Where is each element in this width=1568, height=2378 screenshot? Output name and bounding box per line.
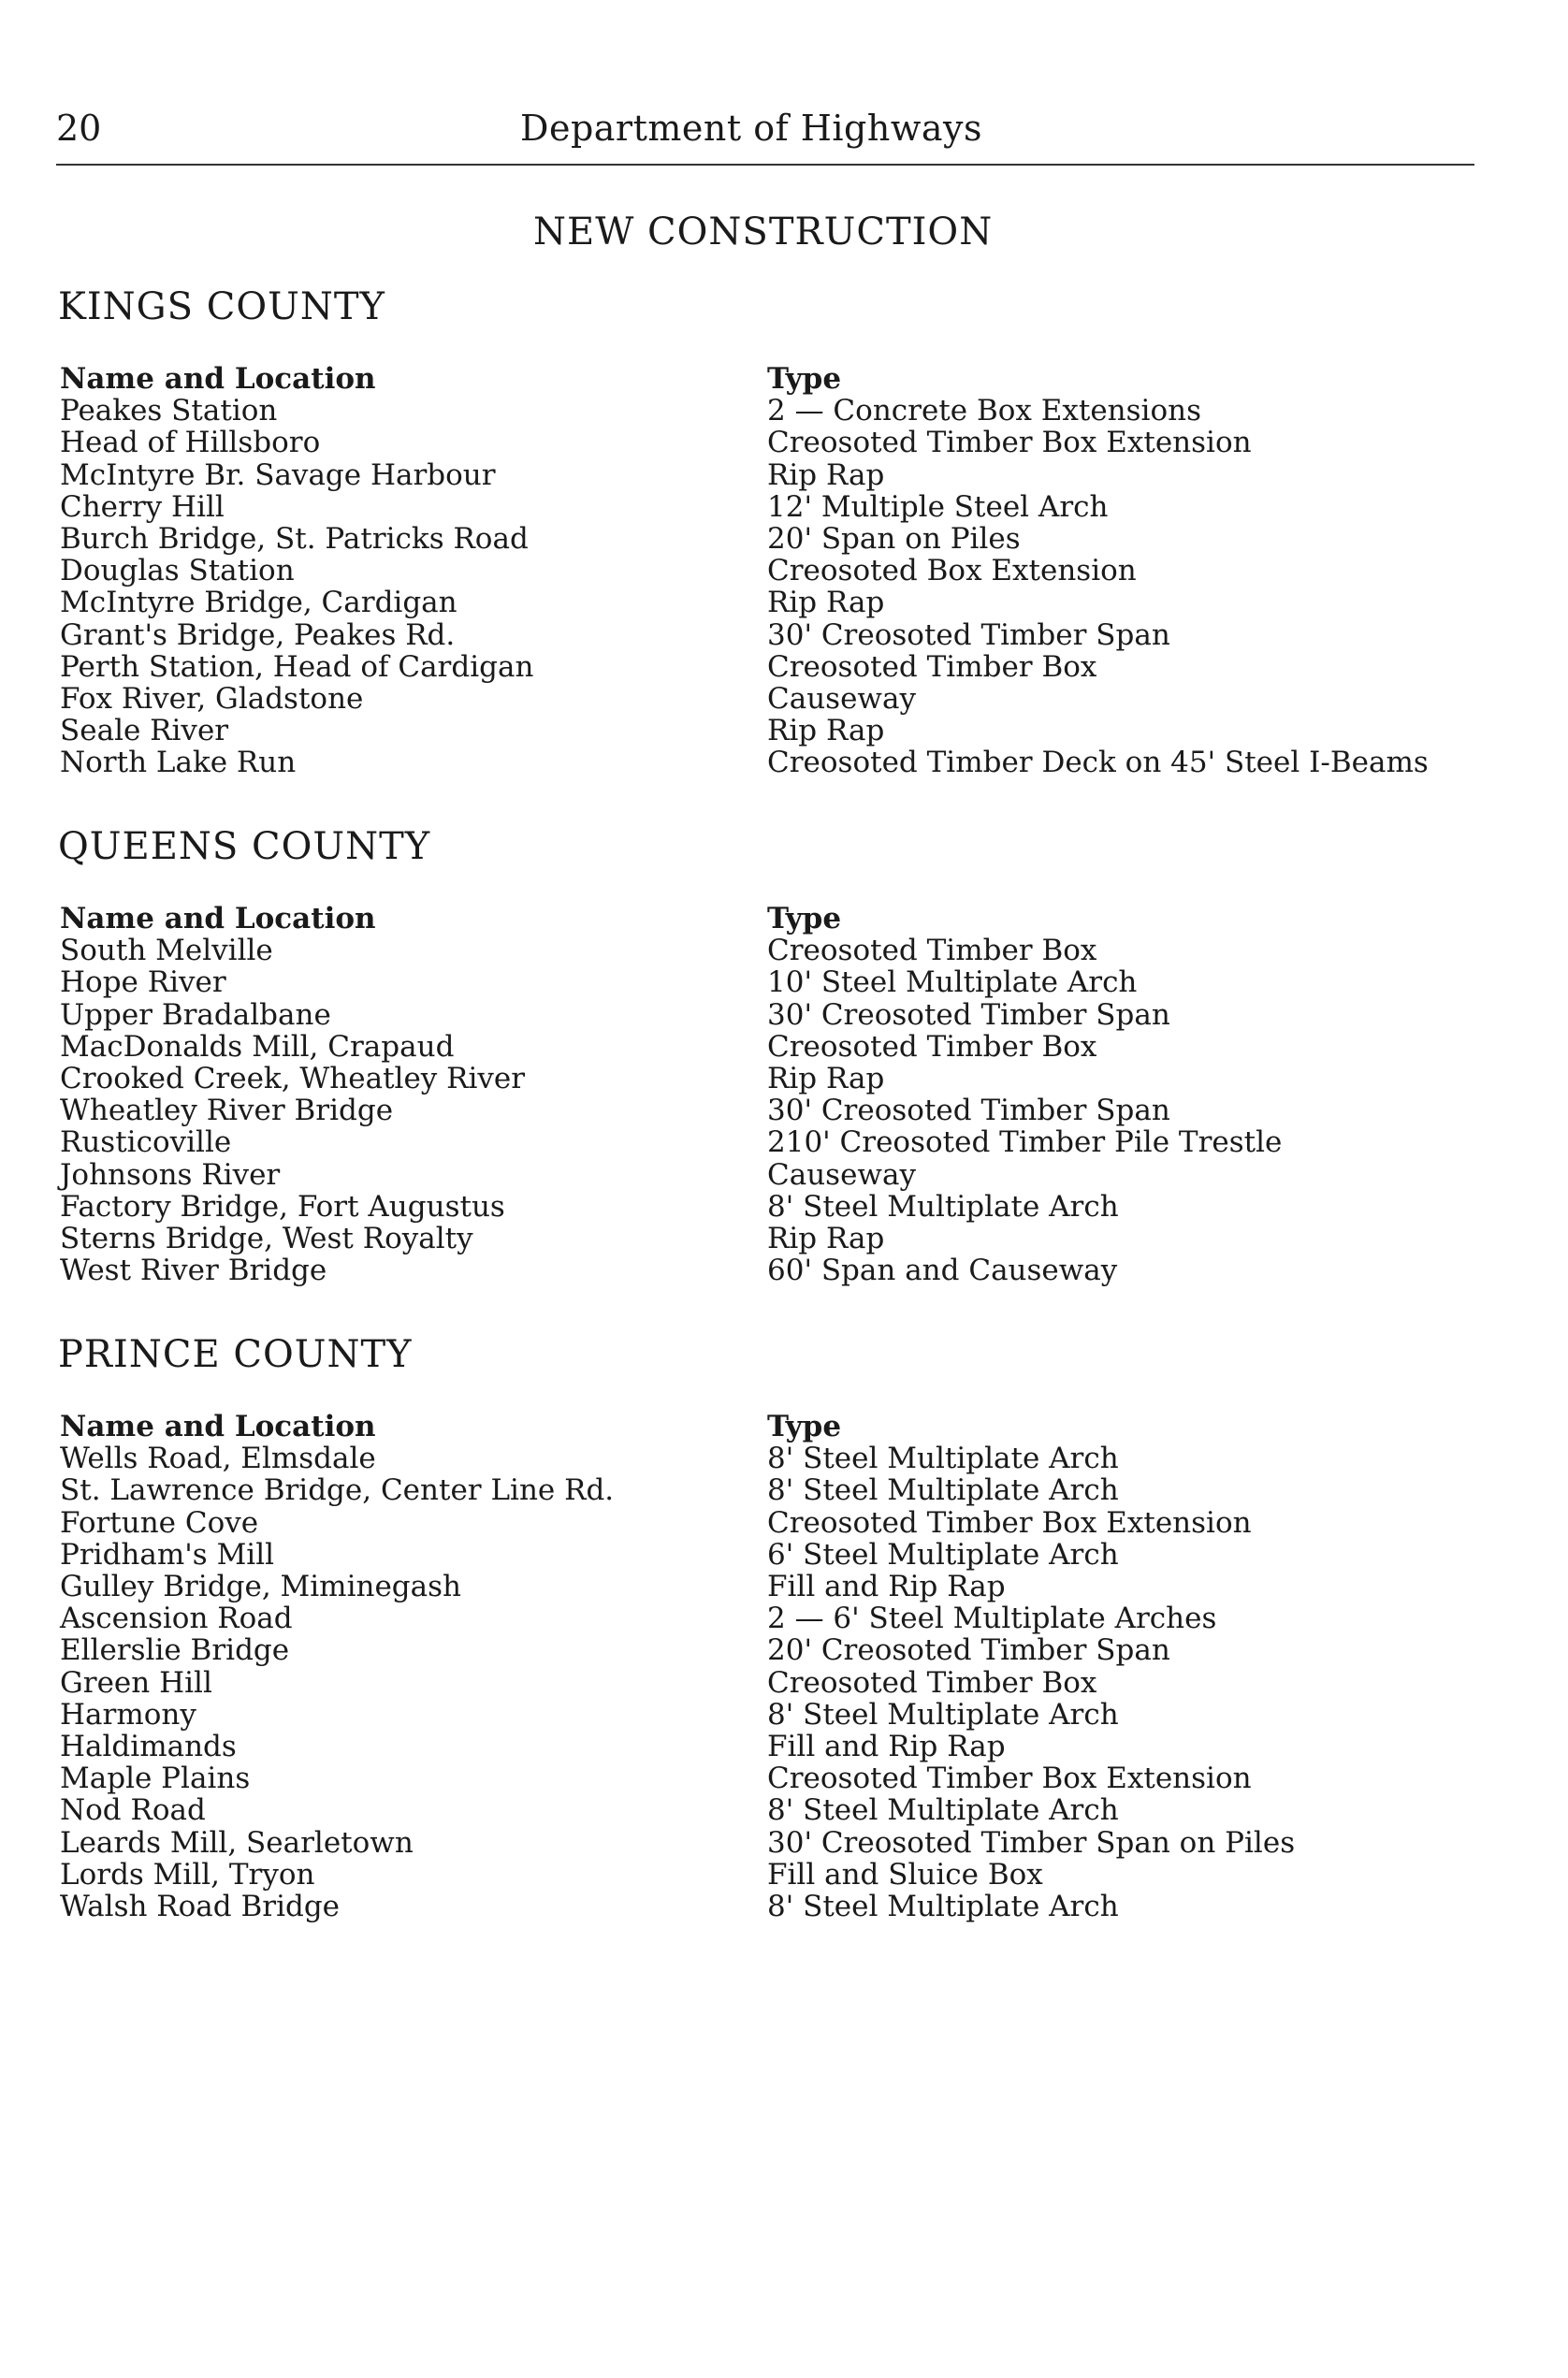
structure-location: Burch Bridge, St. Patricks Road	[60, 522, 529, 557]
county-heading: PRINCE COUNTY	[58, 1333, 413, 1376]
structure-location: Upper Bradalbane	[60, 997, 331, 1032]
structure-type: 8' Steel Multiplate Arch	[767, 1189, 1119, 1224]
structure-type: 8' Steel Multiplate Arch	[767, 1442, 1119, 1476]
structure-location: Leards Mill, Searletown	[60, 1825, 414, 1860]
structure-location: McIntyre Br. Savage Harbour	[60, 457, 496, 492]
structure-type: Rip Rap	[767, 714, 885, 748]
structure-type: Creosoted Timber Box	[767, 649, 1097, 684]
structure-location: Harmony	[60, 1697, 196, 1732]
structure-location: Wheatley River Bridge	[60, 1094, 394, 1128]
structure-location: Wells Road, Elmsdale	[60, 1442, 376, 1476]
structure-type: 8' Steel Multiplate Arch	[767, 1473, 1119, 1508]
name-column	[60, 903, 525, 1286]
structure-type: 10' Steel Multiplate Arch	[767, 965, 1138, 1000]
type-column	[767, 903, 1282, 1286]
name-column-header: Name and Location	[60, 902, 376, 935]
county-heading: QUEENS COUNTY	[58, 825, 431, 868]
structure-location: Perth Station, Head of Cardigan	[60, 649, 534, 684]
structure-location: West River Bridge	[60, 1254, 327, 1288]
structure-type: 30' Creosoted Timber Span	[767, 1094, 1170, 1128]
structure-type: Creosoted Timber Deck on 45' Steel I-Beams	[767, 746, 1429, 780]
structure-type: Rip Rap	[767, 1062, 885, 1096]
structure-type: 30' Creosoted Timber Span	[767, 997, 1170, 1032]
structure-type: Rip Rap	[767, 1222, 885, 1256]
structure-location: North Lake Run	[60, 746, 297, 780]
structure-type: Creosoted Timber Box	[767, 1029, 1097, 1064]
structure-location: Seale River	[60, 714, 229, 748]
structure-type: Creosoted Timber Box	[767, 1665, 1097, 1700]
structure-location: Grant's Bridge, Peakes Rd.	[60, 617, 456, 652]
structure-location: MacDonalds Mill, Crapaud	[60, 1029, 455, 1064]
structure-type: 20' Span on Piles	[767, 522, 1021, 557]
type-column-header: Type	[767, 362, 842, 396]
structure-location: Factory Bridge, Fort Augustus	[60, 1189, 505, 1224]
structure-type: 2 — 6' Steel Multiplate Arches	[767, 1602, 1217, 1636]
structure-location: Nod Road	[60, 1793, 206, 1828]
structure-type: Fill and Rip Rap	[767, 1730, 1006, 1764]
structure-type: 8' Steel Multiplate Arch	[767, 1793, 1119, 1828]
running-title: Department of Highways	[520, 108, 982, 149]
page-number: 20	[56, 108, 102, 149]
structure-location: South Melville	[60, 934, 273, 968]
type-column-header: Type	[767, 1410, 842, 1443]
structure-location: Ellerslie Bridge	[60, 1633, 290, 1668]
structure-location: Fox River, Gladstone	[60, 682, 364, 717]
structure-location: Crooked Creek, Wheatley River	[60, 1062, 526, 1096]
structure-location: Gulley Bridge, Miminegash	[60, 1570, 462, 1604]
structure-location: St. Lawrence Bridge, Center Line Rd.	[60, 1473, 615, 1508]
structure-type: Fill and Sluice Box	[767, 1857, 1043, 1892]
structure-type: Creosoted Box Extension	[767, 554, 1137, 588]
header-rule	[56, 164, 1474, 166]
structure-type: Fill and Rip Rap	[767, 1570, 1006, 1604]
structure-location: Head of Hillsboro	[60, 426, 321, 460]
structure-type: 20' Creosoted Timber Span	[767, 1633, 1170, 1668]
structure-location: Peakes Station	[60, 394, 278, 428]
structure-type: Creosoted Timber Box Extension	[767, 426, 1252, 460]
structure-location: Rusticoville	[60, 1125, 232, 1160]
structure-type: 30' Creosoted Timber Span	[767, 617, 1170, 652]
structure-type: Creosoted Timber Box Extension	[767, 1762, 1252, 1796]
structure-location: McIntyre Bridge, Cardigan	[60, 586, 457, 620]
structure-type: 8' Steel Multiplate Arch	[767, 1890, 1119, 1924]
structure-type: 6' Steel Multiplate Arch	[767, 1537, 1119, 1572]
structure-type: 8' Steel Multiplate Arch	[767, 1697, 1119, 1732]
name-column-header: Name and Location	[60, 1410, 376, 1443]
structure-type: Creosoted Timber Box	[767, 934, 1097, 968]
name-column-header: Name and Location	[60, 362, 376, 396]
structure-type: 30' Creosoted Timber Span on Piles	[767, 1825, 1296, 1860]
structure-location: Walsh Road Bridge	[60, 1890, 341, 1924]
structure-type: Rip Rap	[767, 457, 885, 492]
structure-type: 12' Multiple Steel Arch	[767, 489, 1109, 524]
structure-location: Maple Plains	[60, 1762, 251, 1796]
structure-type: Causeway	[767, 682, 916, 717]
type-column	[767, 363, 1429, 779]
structure-type: 210' Creosoted Timber Pile Trestle	[767, 1125, 1283, 1160]
structure-type: 2 — Concrete Box Extensions	[767, 394, 1201, 428]
structure-type: Causeway	[767, 1157, 916, 1192]
structure-location: Lords Mill, Tryon	[60, 1857, 315, 1892]
structure-location: Pridham's Mill	[60, 1537, 275, 1572]
structure-location: Ascension Road	[60, 1602, 293, 1636]
section-title: NEW CONSTRUCTION	[533, 210, 994, 254]
county-heading: KINGS COUNTY	[58, 285, 385, 328]
structure-location: Sterns Bridge, West Royalty	[60, 1222, 473, 1256]
type-column	[767, 1411, 1295, 1922]
name-column	[60, 363, 533, 779]
structure-location: Fortune Cove	[60, 1505, 259, 1540]
type-column-header: Type	[767, 902, 842, 935]
structure-location: Green Hill	[60, 1665, 212, 1700]
structure-location: Haldimands	[60, 1730, 237, 1764]
structure-type: Rip Rap	[767, 586, 885, 620]
structure-location: Hope River	[60, 965, 226, 1000]
structure-location: Cherry Hill	[60, 489, 225, 524]
structure-type: Creosoted Timber Box Extension	[767, 1505, 1252, 1540]
structure-location: Johnsons River	[60, 1157, 281, 1192]
name-column	[60, 1411, 614, 1922]
structure-type: 60' Span and Causeway	[767, 1254, 1118, 1288]
structure-location: Douglas Station	[60, 554, 295, 588]
